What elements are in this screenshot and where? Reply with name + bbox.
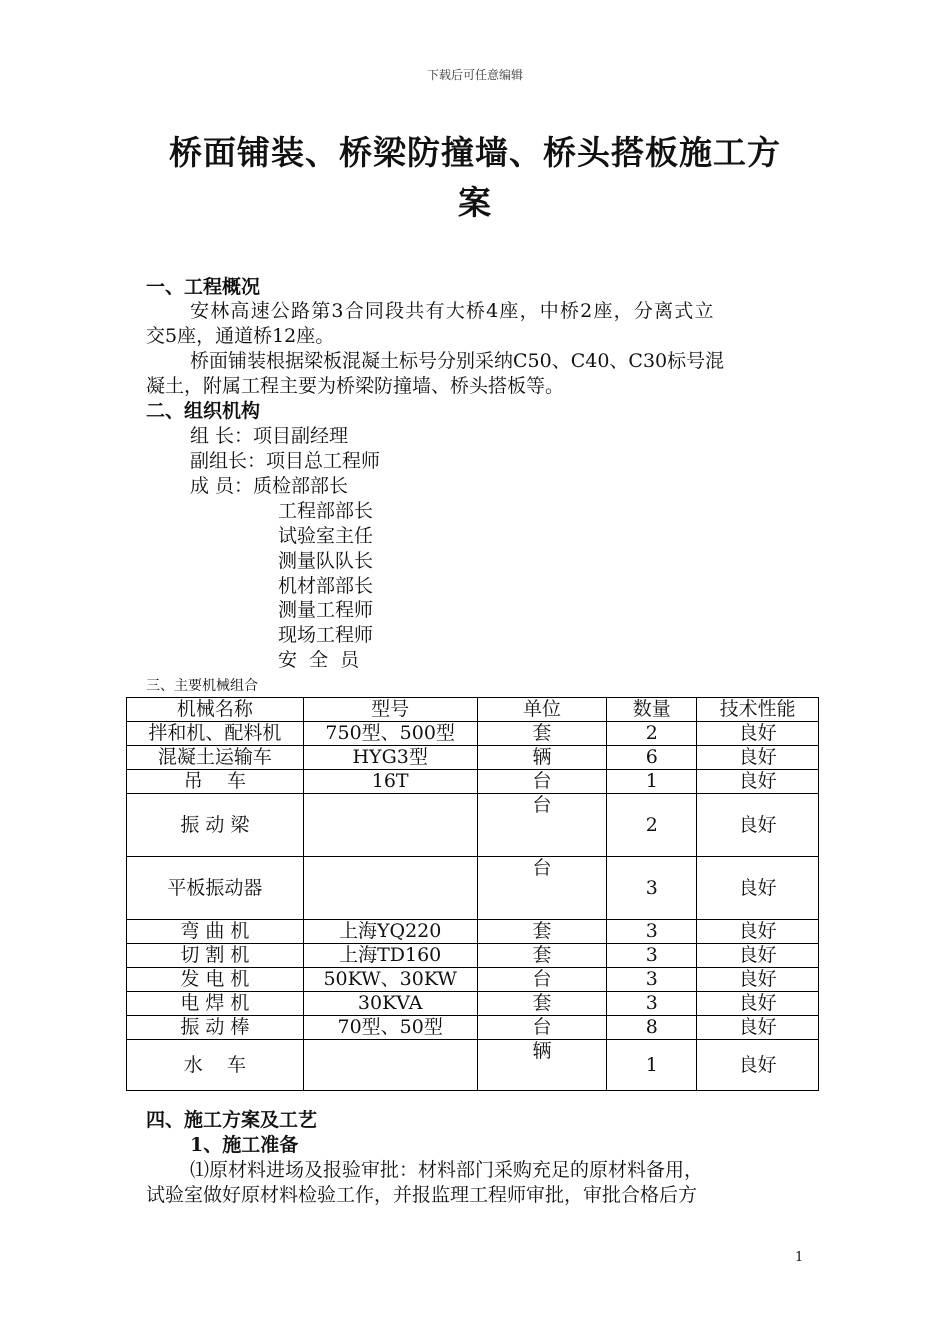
machine-unit: 台 <box>477 968 607 992</box>
section1-para2-line1: 桥面铺装根据梁板混凝土标号分别采纳C50、C40、C30标号混 <box>190 350 725 372</box>
machine-qty: 3 <box>607 944 697 968</box>
machine-name: 切 割 机 <box>127 944 304 968</box>
column-header: 技术性能 <box>697 698 819 722</box>
column-header: 机械名称 <box>127 698 304 722</box>
machine-perf: 良好 <box>697 857 819 920</box>
machine-qty: 2 <box>607 794 697 857</box>
machine-qty: 2 <box>607 722 697 746</box>
machine-model: 16T <box>303 770 477 794</box>
table-row <box>127 770 819 794</box>
machine-name: 振 动 棒 <box>127 1016 304 1040</box>
table-header-row <box>127 698 819 722</box>
machine-perf: 良好 <box>697 1040 819 1091</box>
machine-model: 50KW、30KW <box>303 968 477 992</box>
machine-name: 弯 曲 机 <box>127 920 304 944</box>
machine-model <box>303 1040 477 1091</box>
document-title <box>130 128 820 228</box>
table-row <box>127 722 819 746</box>
machine-name: 拌和机、配料机 <box>127 722 304 746</box>
machine-perf: 良好 <box>697 722 819 746</box>
org-member: 测量工程师 <box>278 599 374 621</box>
table-row <box>127 944 819 968</box>
table-row <box>127 920 819 944</box>
machine-unit: 套 <box>477 992 607 1016</box>
section1-heading: 一、工程概况 <box>146 276 261 298</box>
title-line-1: 桥面铺装、桥梁防撞墙、桥头搭板施工方 <box>169 133 781 172</box>
machine-model <box>303 857 477 920</box>
machine-name: 电 焊 机 <box>127 992 304 1016</box>
org-member: 测量队队长 <box>278 550 374 572</box>
machine-unit: 辆 <box>477 1040 607 1091</box>
org-member: 工程部部长 <box>278 500 374 522</box>
section3-heading: 三、主要机械组合 <box>146 678 258 694</box>
machine-unit: 套 <box>477 920 607 944</box>
machine-qty: 3 <box>607 857 697 920</box>
machine-qty: 1 <box>607 1040 697 1091</box>
column-header: 型号 <box>303 698 477 722</box>
machine-perf: 良好 <box>697 770 819 794</box>
machine-qty: 3 <box>607 992 697 1016</box>
org-member: 现场工程师 <box>278 624 374 646</box>
table-row <box>127 794 819 857</box>
org-leader: 组 长：项目副经理 <box>190 425 349 447</box>
org-member: 试验室主任 <box>278 525 374 547</box>
machine-perf: 良好 <box>697 968 819 992</box>
machine-unit: 台 <box>477 1016 607 1040</box>
table-row <box>127 1040 819 1091</box>
org-members-label: 成 员：质检部部长 <box>190 475 349 497</box>
machine-model: 30KVA <box>303 992 477 1016</box>
machine-qty: 3 <box>607 920 697 944</box>
machine-name: 混凝土运输车 <box>127 746 304 770</box>
machine-qty: 1 <box>607 770 697 794</box>
section4-heading: 四、施工方案及工艺 <box>146 1109 318 1131</box>
section4-para-line2: 试验室做好原材料检验工作，并报监理工程师审批，审批合格后方 <box>146 1184 698 1206</box>
column-header: 数量 <box>607 698 697 722</box>
title-line-2: 案 <box>458 183 492 222</box>
machine-perf: 良好 <box>697 746 819 770</box>
column-header: 单位 <box>477 698 607 722</box>
org-deputy: 副组长：项目总工程师 <box>190 450 381 472</box>
machine-unit: 辆 <box>477 746 607 770</box>
machine-perf: 良好 <box>697 1016 819 1040</box>
machine-name: 发 电 机 <box>127 968 304 992</box>
section2-heading: 二、组织机构 <box>146 400 261 422</box>
page-number: 1 <box>795 1250 804 1265</box>
machine-name: 水 车 <box>127 1040 304 1091</box>
table-row <box>127 1016 819 1040</box>
section1-para2-line2: 凝土，附属工程主要为桥梁防撞墙、桥头搭板等。 <box>146 375 565 397</box>
table-row <box>127 746 819 770</box>
machine-unit: 套 <box>477 944 607 968</box>
machine-perf: 良好 <box>697 794 819 857</box>
machine-model: 上海TD160 <box>303 944 477 968</box>
machine-qty: 6 <box>607 746 697 770</box>
machine-name: 振 动 梁 <box>127 794 304 857</box>
machine-perf: 良好 <box>697 944 819 968</box>
table-row <box>127 992 819 1016</box>
machine-name: 吊 车 <box>127 770 304 794</box>
machine-name: 平板振动器 <box>127 857 304 920</box>
machine-unit: 台 <box>477 794 607 857</box>
org-member: 机材部部长 <box>278 575 374 597</box>
header-note: 下载后可任意编辑 <box>426 68 523 82</box>
machine-perf: 良好 <box>697 920 819 944</box>
machine-model: HYG3型 <box>303 746 477 770</box>
table-row <box>127 968 819 992</box>
machine-model: 750型、500型 <box>303 722 477 746</box>
machine-qty: 8 <box>607 1016 697 1040</box>
section1-para1-line1: 安林高速公路第3合同段共有大桥4座，中桥2座，分离式立 <box>190 300 715 322</box>
machine-unit: 套 <box>477 722 607 746</box>
machine-perf: 良好 <box>697 992 819 1016</box>
section4-subheading: 1、施工准备 <box>190 1134 299 1156</box>
section4-para-line1: ⑴原材料进场及报验审批：材料部门采购充足的原材料备用， <box>190 1159 704 1181</box>
machine-model: 上海YQ220 <box>303 920 477 944</box>
section1-para1-line2: 交5座，通道桥12座。 <box>146 325 335 347</box>
machine-qty: 3 <box>607 968 697 992</box>
machine-model <box>303 794 477 857</box>
table-row <box>127 857 819 920</box>
machinery-table <box>126 697 819 1091</box>
machine-model: 70型、50型 <box>303 1016 477 1040</box>
machine-unit: 台 <box>477 857 607 920</box>
org-member: 安 全 员 <box>278 649 360 671</box>
machine-unit: 台 <box>477 770 607 794</box>
